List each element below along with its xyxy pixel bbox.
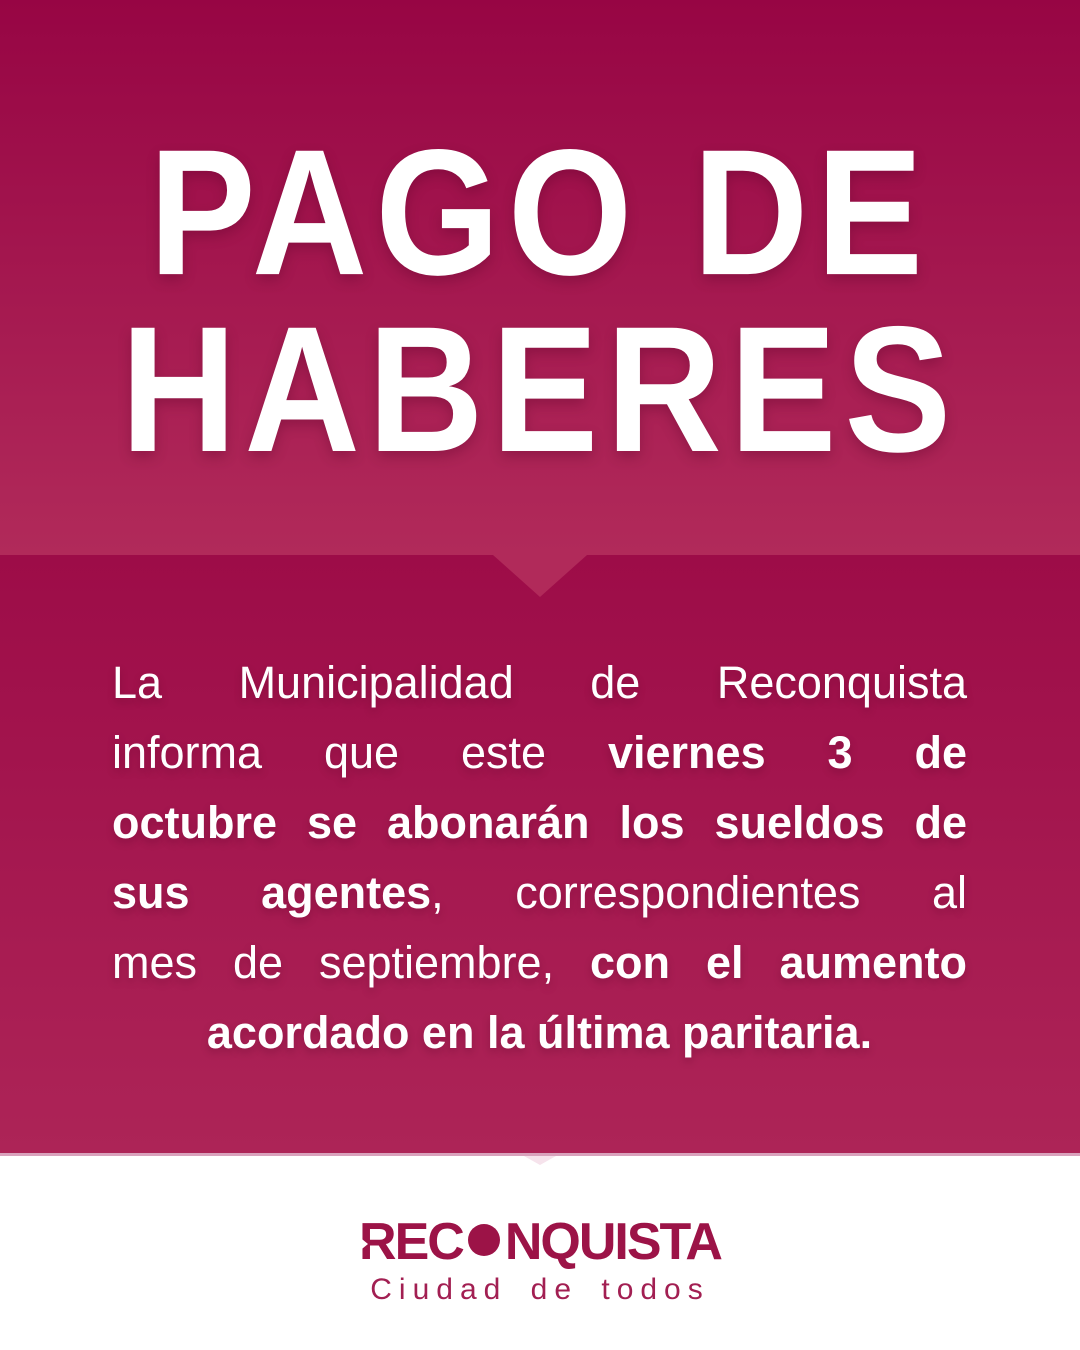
footer xyxy=(0,1156,1080,1350)
logo-tagline: Ciudad de todos xyxy=(370,1273,710,1306)
text-segment: informa que este xyxy=(112,727,608,778)
logo-text-pre: REC xyxy=(359,1213,463,1271)
text-segment: La Municipalidad de Reconquista xyxy=(112,657,967,708)
text-segment: acordado en la última paritaria. xyxy=(206,1007,873,1058)
text-segment: , correspondientes al xyxy=(431,867,967,918)
logo-text-post: NQUISTA xyxy=(504,1213,721,1271)
text-segment: viernes 3 de xyxy=(607,727,967,778)
text-line-6 xyxy=(112,998,967,1068)
text-segment: sus agentes xyxy=(112,867,432,918)
text-segment: mes de septiembre, xyxy=(112,937,591,988)
text-line-2 xyxy=(112,718,967,788)
text-segment: con el aumento xyxy=(590,937,967,988)
text-line-4 xyxy=(112,858,967,928)
text-segment: octubre se abonarán los sueldos de xyxy=(112,797,967,848)
reconquista-logo xyxy=(359,1213,721,1271)
page-title xyxy=(0,111,1080,490)
text-line-3 xyxy=(112,788,967,858)
title-line-2: HABERES xyxy=(120,288,960,490)
chevron-down-icon xyxy=(524,1156,556,1165)
announcement-text xyxy=(112,648,967,1068)
text-line-1 xyxy=(112,648,967,718)
title-line-1: PAGO DE xyxy=(148,111,931,313)
chevron-down-icon xyxy=(493,555,587,597)
logo-r-notch-icon xyxy=(357,1235,368,1253)
text-line-5 xyxy=(112,928,967,998)
title-section xyxy=(0,0,1080,555)
logo-o-dot-icon xyxy=(468,1224,500,1256)
announcement-section xyxy=(0,555,1080,1153)
